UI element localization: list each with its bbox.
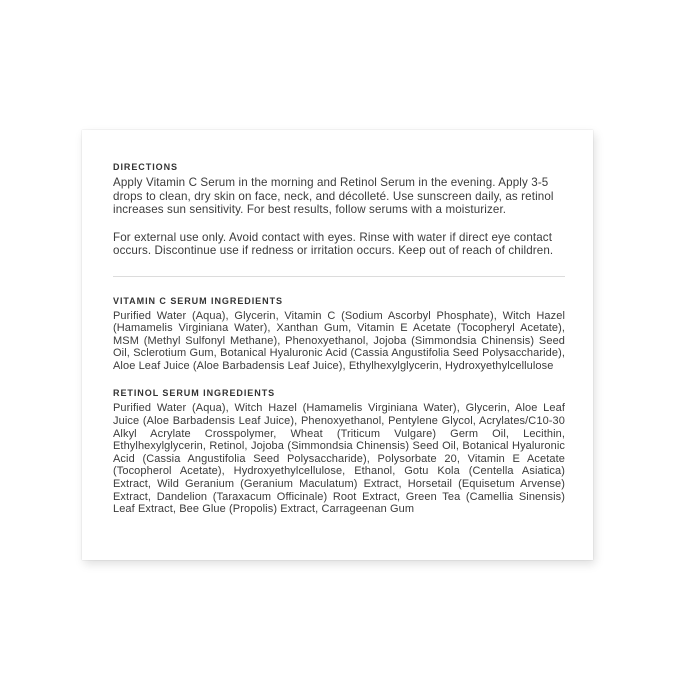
directions-heading: DIRECTIONS (113, 162, 179, 172)
product-label-card (82, 130, 593, 560)
retinol-ingredients-section (113, 388, 565, 515)
retinol-ingredients-text: Purified Water (Aqua), Witch Hazel (Hamamelis Virginiana Water), Glycerin, Aloe Leaf Juice (Aloe Barbadensis Leaf Juice), Phenoxyethanol, Pentylene Glycol, Acrylates/C10-30 Alkyl Acrylate Crosspolymer, Wheat (Triticum Vulgare) Germ Oil, Lecithin, Ethylhexylglycerin, Retinol, Jojoba (Simmondsia Chinensis) Seed Oil, Botanical Hyaluronic Acid (Cassia Angustifolia Seed Polysaccharide), Polysorbate 20, Vitamin E Acetate (Tocopherol Acetate), Hydroxyethylcellulose, Ethanol, Gotu Kola (Centella Asiatica) Extract, Wild Geranium (Geranium Maculatum) Extract, Horsetail (Equisetum Arvense) Extract, Dandelion (Taraxacum Officinale) Root Extract, Green Tea (Camellia Sinensis) Leaf Extract, Bee Glue (Propolis) Extract, Carrageenan Gum (113, 402, 565, 516)
directions-section (113, 162, 565, 258)
directions-usage-text: Apply Vitamin C Serum in the morning and Retinol Serum in the evening. Apply 3-5 drops to clean, dry skin on face, neck, and décolleté. Use sunscreen daily, as retinol increases sun sensitivity. For best results, follow serums with a moisturizer. (113, 176, 554, 216)
directions-warning-text: For external use only. Avoid contact with eyes. Rinse with water if direct eye contact occurs. Discontinue use if redness or irritation occurs. Keep out of reach of children. (113, 230, 554, 257)
retinol-ingredients-heading: RETINOL SERUM INGREDIENTS (113, 388, 276, 399)
vitamin-c-ingredients-section (113, 296, 565, 373)
vitamin-c-ingredients-heading: VITAMIN C SERUM INGREDIENTS (113, 295, 283, 306)
section-divider (113, 276, 565, 277)
vitamin-c-ingredients-text: Purified Water (Aqua), Glycerin, Vitamin C (Sodium Ascorbyl Phosphate), Witch Hazel (Hamamelis Virginiana Water), Xanthan Gum, Vitamin E Acetate (Tocopheryl Acetate), MSM (Methyl Sulfonyl Methane), Phenoxyethanol, Jojoba (Simmondsia Chinensis) Seed Oil, Sclerotium Gum, Botanical Hyaluronic Acid (Cassia Angustifolia Seed Polysaccharide), Aloe Leaf Juice (Aloe Barbadensis Leaf Juice), Ethylhexylglycerin, Hydroxyethylcellulose (113, 309, 565, 372)
